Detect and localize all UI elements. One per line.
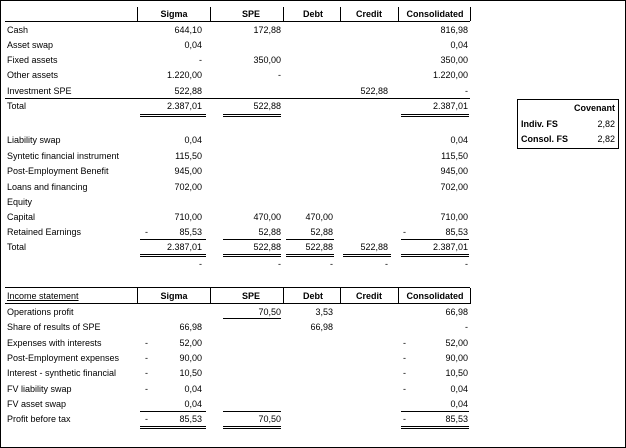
total-underline: [223, 114, 281, 115]
debt-value: 52,88: [310, 227, 333, 237]
spe-value: 522,88: [253, 101, 281, 111]
income-top-rule: [5, 287, 470, 288]
sigma-value: 0,04: [184, 40, 202, 50]
spe-value: 522,88: [253, 242, 281, 252]
table-row: [0, 382, 626, 396]
header-sigma: Sigma: [160, 291, 188, 301]
row-label: Other assets: [7, 70, 59, 80]
spe-value: 470,00: [253, 212, 281, 222]
dash-marker: -: [145, 338, 148, 348]
header-divider: [210, 7, 211, 21]
covenant-box: [517, 99, 619, 149]
table-row: [0, 336, 626, 350]
total-underline: [401, 428, 469, 429]
row-label: Loans and financing: [7, 182, 88, 192]
covenant-label: Indiv. FS: [521, 119, 558, 129]
table-row: [0, 225, 626, 239]
consolidated-value: 66,98: [445, 307, 468, 317]
covenant-header: [518, 101, 618, 115]
sigma-value: 52,00: [179, 338, 202, 348]
spe-value: -: [278, 70, 281, 80]
covenant-row: [518, 117, 618, 131]
covenant-value: 2,82: [597, 134, 615, 144]
consolidated-value: 0,04: [450, 384, 468, 394]
row-label: Interest - synthetic financial: [7, 368, 117, 378]
header-divider: [283, 7, 284, 21]
total-underline: [223, 116, 281, 117]
table-row: [0, 84, 626, 98]
row-label: Syntetic financial instrument: [7, 151, 120, 161]
header-divider: [340, 7, 341, 21]
row-label: Profit before tax: [7, 414, 71, 424]
covenant-row: [518, 132, 618, 146]
dash-marker: -: [145, 368, 148, 378]
consolidated-value: 85,53: [445, 414, 468, 424]
credit-check: -: [385, 259, 388, 269]
consolidated-value: 10,50: [445, 368, 468, 378]
table-row: [0, 180, 626, 194]
header-divider: [470, 7, 471, 21]
total-underline: [401, 116, 469, 117]
row-label: Expenses with interests: [7, 338, 102, 348]
sigma-value: 702,00: [174, 182, 202, 192]
total-underline: [223, 254, 281, 255]
sigma-value: 710,00: [174, 212, 202, 222]
row-label: Operations profit: [7, 307, 74, 317]
credit-value: 522,88: [360, 86, 388, 96]
header-consolidated: Consolidated: [406, 291, 464, 301]
dash-marker: -: [403, 353, 406, 363]
sigma-value: 85,53: [179, 414, 202, 424]
total-underline: [140, 254, 206, 255]
header-spe: SPE: [241, 9, 260, 19]
income-statement-title: Income statement: [7, 291, 79, 301]
consolidated-value: 1.220,00: [432, 70, 468, 80]
sigma-value: 10,50: [179, 368, 202, 378]
header-credit: Credit: [355, 9, 382, 19]
check-row: [0, 257, 626, 271]
row-label: Total: [7, 101, 27, 111]
total-underline: [286, 254, 334, 255]
debt-value: 470,00: [305, 212, 333, 222]
row-label: Investment SPE: [7, 86, 72, 96]
total-underline: [140, 116, 206, 117]
sigma-value: 945,00: [174, 166, 202, 176]
dash-marker: -: [145, 353, 148, 363]
consolidated-value: 2.387,01: [432, 101, 468, 111]
subtotal-underline: [223, 318, 281, 319]
consolidated-value: 85,53: [445, 227, 468, 237]
sigma-value: 522,88: [174, 86, 202, 96]
header-credit: Credit: [355, 291, 382, 301]
consolidated-value: 0,04: [450, 135, 468, 145]
row-label: Total: [7, 242, 27, 252]
sigma-value: 0,04: [184, 135, 202, 145]
total-underline: [401, 426, 469, 427]
sigma-value: 115,50: [175, 151, 202, 161]
row-label: Asset swap: [7, 40, 54, 50]
row-label: Equity: [7, 197, 33, 207]
total-underline: [223, 428, 281, 429]
debt-value: 3,53: [315, 307, 333, 317]
row-label: Share of results of SPE: [7, 322, 101, 332]
table-row: [0, 320, 626, 334]
table-row: [0, 68, 626, 82]
total-underline: [401, 254, 469, 255]
total-underline: [223, 426, 281, 427]
sigma-value: -: [199, 55, 202, 65]
consolidated-value: 350,00: [440, 55, 468, 65]
spe-value: 172,88: [253, 25, 281, 35]
dash-marker: -: [403, 414, 406, 424]
sigma-value: 66,98: [179, 322, 202, 332]
table-row: [0, 195, 626, 209]
dash-marker: -: [403, 384, 406, 394]
row-label: Post-Employment expenses: [7, 353, 120, 363]
header-spe: SPE: [241, 291, 260, 301]
header-divider: [283, 288, 284, 304]
credit-value: 522,88: [360, 242, 388, 252]
row-label: FV asset swap: [7, 399, 67, 409]
consolidated-value: -: [465, 322, 468, 332]
spe-value: 52,88: [258, 227, 281, 237]
sigma-value: 1.220,00: [166, 70, 202, 80]
header-debt: Debt: [303, 9, 323, 19]
table-row: [0, 366, 626, 380]
row-label: Post-Employment Benefit: [7, 166, 109, 176]
total-underline: [140, 114, 206, 115]
header-divider: [340, 288, 341, 304]
dash-marker: -: [403, 227, 406, 237]
sigma-value: 85,53: [179, 227, 202, 237]
dash-marker: -: [403, 368, 406, 378]
table-row: [0, 38, 626, 52]
row-label: Capital: [7, 212, 36, 222]
row-label: Fixed assets: [7, 55, 58, 65]
balance-header-rule: [5, 21, 470, 22]
consolidated-value: 52,00: [445, 338, 468, 348]
consolidated-value: 0,04: [450, 40, 468, 50]
income-header-row: [0, 289, 626, 303]
total-underline: [343, 254, 391, 255]
sigma-value: 2.387,01: [166, 242, 202, 252]
dash-marker: -: [145, 414, 148, 424]
total-row: [0, 412, 626, 426]
spe-value: 70,50: [258, 307, 281, 317]
consolidated-value: 816,98: [440, 25, 468, 35]
total-underline: [140, 426, 206, 427]
sigma-value: 0,04: [184, 384, 202, 394]
debt-value: 522,88: [305, 242, 333, 252]
dash-marker: -: [145, 227, 148, 237]
header-divider: [470, 288, 471, 304]
total-underline: [140, 428, 206, 429]
header-divider: [137, 7, 138, 21]
consolidated-value: 702,00: [440, 182, 468, 192]
header-sigma: Sigma: [160, 9, 188, 19]
table-row: [0, 305, 626, 319]
header-divider: [137, 288, 138, 304]
header-divider: [398, 288, 399, 304]
debt-check: -: [330, 259, 333, 269]
table-row: [0, 397, 626, 411]
header-consolidated: Consolidated: [406, 9, 464, 19]
consolidated-check: -: [465, 259, 468, 269]
covenant-label: Consol. FS: [521, 134, 568, 144]
header-divider: [398, 7, 399, 21]
row-label: Retained Earnings: [7, 227, 82, 237]
total-row: [0, 240, 626, 254]
row-label: Cash: [7, 25, 29, 35]
table-row: [0, 53, 626, 67]
income-header-rule: [5, 303, 470, 304]
consolidated-value: 710,00: [440, 212, 468, 222]
spe-value: 70,50: [258, 414, 281, 424]
spe-value: 350,00: [253, 55, 281, 65]
table-row: [0, 351, 626, 365]
row-label: FV liability swap: [7, 384, 72, 394]
table-row: [0, 210, 626, 224]
covenant-value: 2,82: [597, 119, 615, 129]
table-row: [0, 164, 626, 178]
consolidated-value: -: [465, 86, 468, 96]
consolidated-value: 945,00: [440, 166, 468, 176]
consolidated-value: 0,04: [450, 399, 468, 409]
balance-header-row: [0, 7, 626, 21]
table-row: [0, 23, 626, 37]
consolidated-value: 115,50: [441, 151, 468, 161]
debt-value: 66,98: [310, 322, 333, 332]
header-debt: Debt: [303, 291, 323, 301]
consolidated-value: 2.387,01: [432, 242, 468, 252]
dash-marker: -: [145, 384, 148, 394]
total-underline: [401, 114, 469, 115]
sigma-value: 90,00: [179, 353, 202, 363]
sigma-value: 2.387,01: [166, 101, 202, 111]
table-row: [0, 149, 626, 163]
sigma-value: 0,04: [184, 399, 202, 409]
sigma-check: -: [199, 259, 202, 269]
header-divider: [210, 288, 211, 304]
spe-check: -: [278, 259, 281, 269]
dash-marker: -: [403, 338, 406, 348]
consolidated-value: 90,00: [445, 353, 468, 363]
covenant-title: Covenant: [573, 103, 615, 113]
row-label: Liability swap: [7, 135, 61, 145]
sigma-value: 644,10: [174, 25, 202, 35]
